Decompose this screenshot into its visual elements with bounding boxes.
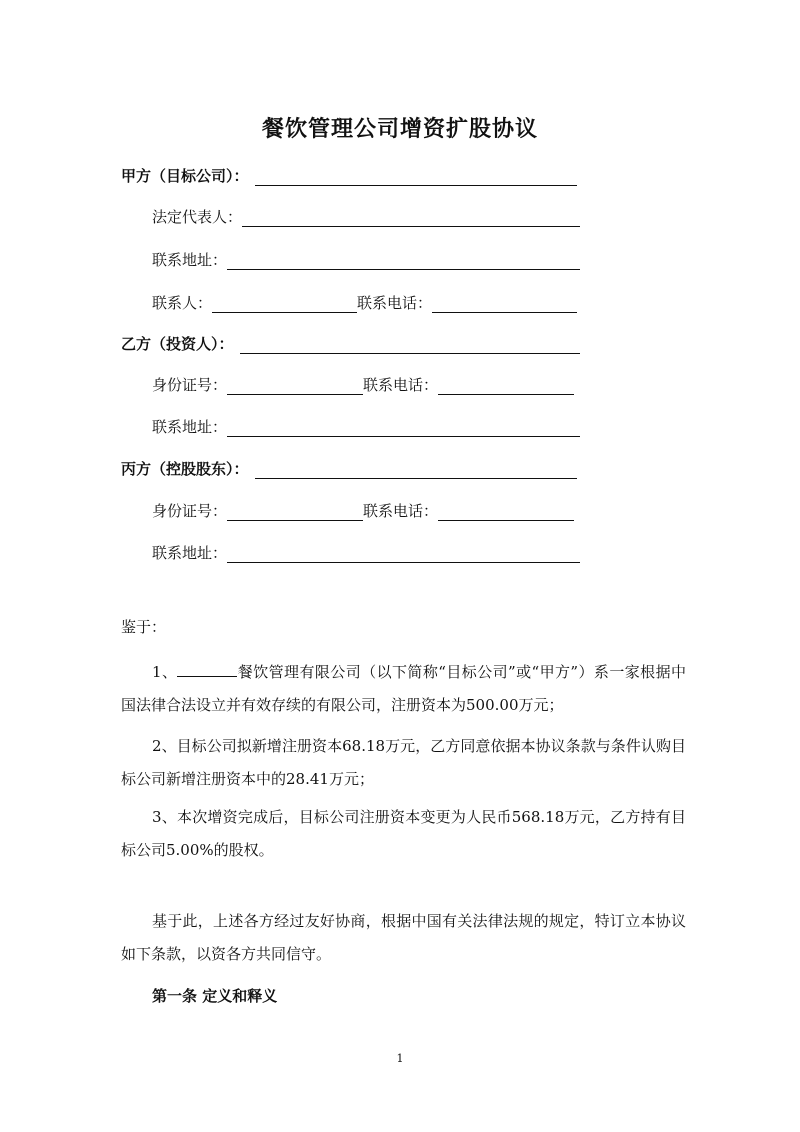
company-name-blank[interactable] xyxy=(177,661,237,677)
whereas-item-2: 2、目标公司拟新增注册资本68.18万元，乙方同意依据本协议条款与条件认购目标公司新增注册资本中的28.41万元； xyxy=(121,737,686,788)
party-a-contact-blank[interactable] xyxy=(212,296,357,313)
whereas-label: 鉴于： xyxy=(121,618,167,636)
party-a-address-blank[interactable] xyxy=(227,253,580,270)
party-a-contact-label: 联系人： xyxy=(152,294,213,312)
party-b-phone-label: 联系电话： xyxy=(363,376,439,394)
party-c-label: 丙方（控股股东）： xyxy=(121,460,249,478)
party-c-id-label: 身份证号： xyxy=(152,502,228,520)
party-a-legal-rep-label: 法定代表人： xyxy=(152,208,243,226)
party-b-id-line xyxy=(152,375,574,395)
party-a-legal-rep-line xyxy=(152,207,580,227)
party-b-address-line xyxy=(152,417,580,437)
party-c-phone-label: 联系电话： xyxy=(363,502,439,520)
party-b-id-blank[interactable] xyxy=(227,378,363,395)
party-c-address-label: 联系地址： xyxy=(152,544,228,562)
party-a-phone-label: 联系电话： xyxy=(357,294,433,312)
party-b-name-blank[interactable] xyxy=(240,337,580,354)
party-c-address-line xyxy=(152,543,580,563)
whereas-item-3: 3、本次增资完成后，目标公司注册资本变更为人民币568.18万元，乙方持有目标公司5.00%的股权。 xyxy=(121,808,686,859)
party-b-id-label: 身份证号： xyxy=(152,376,228,394)
preamble-paragraph: 基于此，上述各方经过友好协商，根据中国有关法律法规的规定，特订立本协议如下条款，以资各方共同信守。 xyxy=(121,912,686,963)
party-a-legal-rep-blank[interactable] xyxy=(242,210,580,227)
party-a-name-blank[interactable] xyxy=(255,169,577,186)
party-a-address-line xyxy=(152,250,580,270)
party-b-address-label: 联系地址： xyxy=(152,418,228,436)
party-c-phone-blank[interactable] xyxy=(438,504,574,521)
party-b-line xyxy=(121,334,580,354)
party-c-id-line xyxy=(152,501,574,521)
whereas-item-1-prefix: 1、 xyxy=(152,663,178,681)
party-b-label: 乙方（投资人）： xyxy=(121,335,234,353)
party-b-phone-blank[interactable] xyxy=(438,378,574,395)
party-c-address-blank[interactable] xyxy=(227,546,580,563)
party-a-contact-line xyxy=(152,293,577,313)
party-c-line xyxy=(121,459,577,479)
document-title: 餐饮管理公司增资扩股协议 xyxy=(261,117,538,142)
party-a-phone-blank[interactable] xyxy=(432,296,577,313)
party-a-line xyxy=(121,166,577,186)
article-1-heading: 第一条 定义和释义 xyxy=(152,987,278,1005)
party-a-label: 甲方（目标公司）： xyxy=(121,167,249,185)
party-c-id-blank[interactable] xyxy=(227,504,363,521)
party-c-name-blank[interactable] xyxy=(255,462,577,479)
whereas-item-1-text: 餐饮管理有限公司（以下简称“目标公司”或“甲方”）系一家根据中国法律合法设立并有效存续的有限公司，注册资本为500.00万元； xyxy=(121,663,686,714)
page-number: 1 xyxy=(396,1052,404,1065)
whereas-item-1 xyxy=(121,656,686,722)
party-b-address-blank[interactable] xyxy=(227,420,580,437)
party-a-address-label: 联系地址： xyxy=(152,251,228,269)
